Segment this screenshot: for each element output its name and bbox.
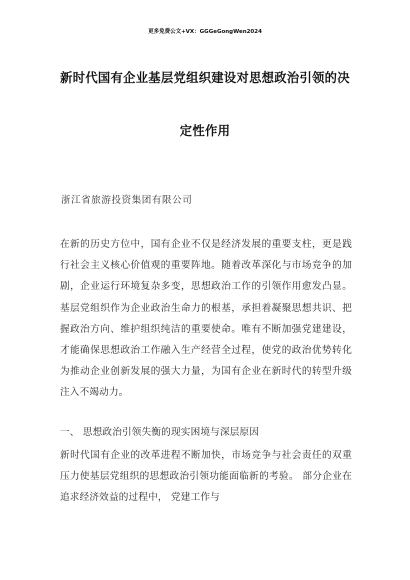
- body-paragraph-2: 新时代国有企业的改革进程不断加快，市场竞争与社会责任的双重压力使基层党组织的思想政治引领功能面临新的考验。 部分企业在追求经济效益的过程中， 党建工作与: [60, 450, 352, 504]
- header-note: 更多免费公文+VX：GGGeGongWen2024: [148, 29, 262, 35]
- document-title-line-2: 定性作用: [179, 124, 231, 138]
- body-paragraph-1: 在新的历史方位中，国有企业不仅是经济发展的重要支柱，更是践行社会主义核心价值观的重要阵地。随着改革深化与市场竞争的加剧，企业运行环境复杂多变，思想政治工作的引领作用愈发凸显。基层党组织作为企业政治生命力的根基，承担着凝聚思想共识、把握政治方向、维护组织纯洁的重要使命。唯有不断加强党建建设，才能确保思想政治工作融入生产经营全过程，使党的政治优势转化为推动企业创新发展的强大力量，为国有企业在新时代的转型升级注入不竭动力。: [60, 239, 352, 399]
- document-title-line-1: 新时代国有企业基层党组织建设对思想政治引领的决: [60, 71, 350, 85]
- section-heading-1: 一、 思想政治引领失衡的现实困境与深层原因: [60, 427, 260, 438]
- organization-name: 浙江省旅游投资集团有限公司: [61, 195, 193, 206]
